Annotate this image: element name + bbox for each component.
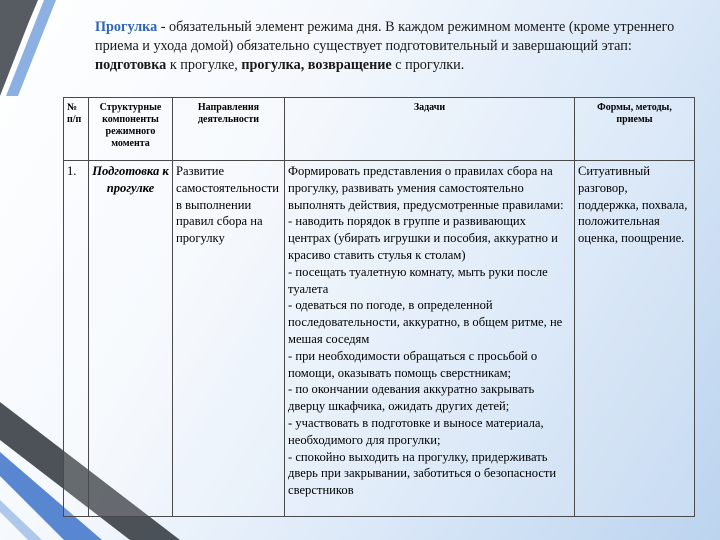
- intro-text-2: к прогулке,: [166, 57, 242, 73]
- forms-cell: Ситуативный разговор, поддержка, похвала, положительная оценка, поощрение.: [575, 161, 695, 517]
- intro-text-3: с прогулки.: [391, 57, 465, 73]
- direction-cell: Развитие самостоятельности в выполнении правил сбора на прогулку: [173, 161, 285, 517]
- header-directions: Направления деятельности: [173, 98, 285, 161]
- task-item: - наводить порядок в группе и развивающих центрах (убирать игрушки и пособия, аккуратно и красиво ставить стулья к столам): [288, 214, 558, 262]
- task-item: - спокойно выходить на прогулку, придерживать дверь при закрывании, заботиться о безопасности сверстников: [288, 449, 557, 498]
- tasks-cell: [285, 161, 575, 517]
- task-item: Формировать представления о правилах сбора на прогулку, развивать умения самостоятельно выполнять действия, предусмотренные правилами:: [288, 164, 564, 212]
- task-item: - при необходимости обращаться с просьбой о помощи, оказывать помощь сверстникам;: [288, 348, 538, 380]
- task-item: - участвовать в подготовке и выносе материала, необходимого для прогулки;: [288, 415, 544, 447]
- intro-bold-1: подготовка: [95, 57, 167, 73]
- task-item: - посещать туалетную комнату, мыть руки после туалета: [288, 264, 548, 296]
- task-item: - по окончании одевания аккуратно закрывать дверцу шкафчика, ожидать других детей;: [288, 382, 535, 414]
- intro-text-1: - обязательный элемент режима дня. В каждом режимном моменте (кроме утреннего приема и ухода домой) обязательно существует подготовительный и завершающий этап:: [95, 19, 675, 54]
- intro-bold-2: прогулка, возвращение: [241, 57, 392, 73]
- header-tasks: Задачи: [285, 98, 575, 161]
- intro-lead: Прогулка: [95, 19, 158, 35]
- intro-paragraph: [95, 18, 695, 75]
- walk-preparation-table: [63, 97, 695, 517]
- stage-cell: Подготовка к прогулке: [89, 161, 173, 517]
- table-header-row: [64, 98, 695, 161]
- task-item: - одеваться по погоде, в определенной последовательности, аккуратно, в общем ритме, не мешая соседям: [288, 298, 563, 346]
- table-row: [64, 161, 695, 517]
- header-structure: Структурные компоненты режимного момента: [89, 98, 173, 161]
- header-forms: Формы, методы, приемы: [575, 98, 695, 161]
- row-number: 1.: [64, 161, 89, 517]
- header-num: № п/п: [64, 98, 89, 161]
